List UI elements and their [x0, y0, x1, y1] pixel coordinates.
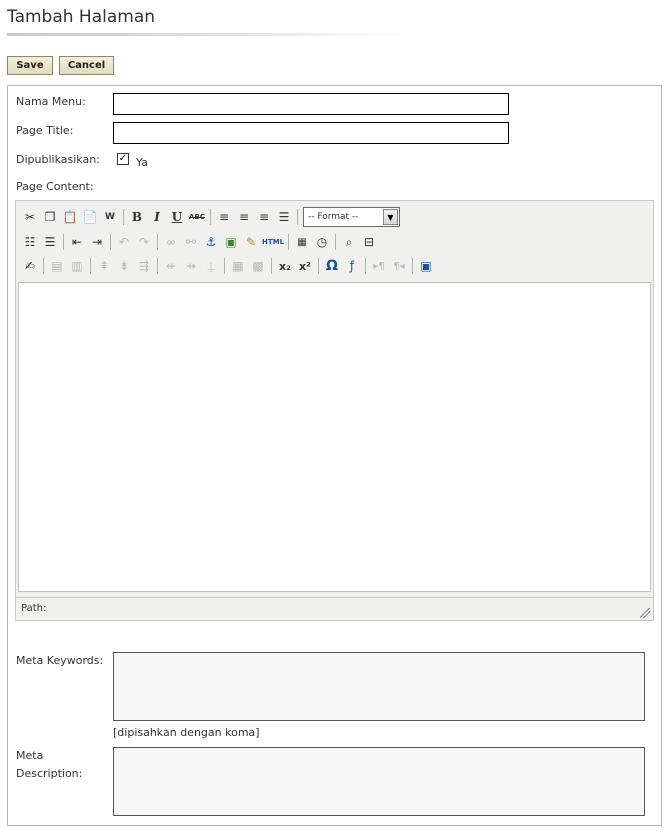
subscript-icon[interactable]: x₂	[279, 259, 291, 273]
anchor-icon[interactable]: ⚓	[205, 235, 217, 249]
delete-col-icon[interactable]: ⍊	[207, 258, 215, 273]
toolbar-row-3	[20, 256, 436, 276]
fullscreen-icon[interactable]: ▣	[420, 259, 432, 273]
format-select[interactable]	[303, 207, 400, 227]
image-icon[interactable]: ▣	[225, 235, 237, 249]
nama-menu-input[interactable]	[113, 93, 509, 115]
toolbar-separator	[210, 209, 211, 225]
undo-icon[interactable]: ↶	[118, 235, 130, 249]
special-char-icon[interactable]: Ω	[326, 258, 338, 274]
row-after-icon[interactable]: ⇟	[118, 259, 130, 273]
table-props-icon[interactable]: ▥	[71, 259, 83, 273]
edit-css-icon[interactable]: ✍	[24, 259, 36, 273]
delete-row-icon[interactable]: ⇶	[138, 259, 150, 273]
html-source-icon[interactable]: HTML	[261, 238, 285, 246]
path-label: Path:	[21, 603, 47, 614]
resize-handle-icon[interactable]	[640, 608, 650, 618]
unlink-icon[interactable]: ⚯	[185, 235, 197, 249]
bold-icon[interactable]: B	[131, 210, 143, 224]
bullet-list-icon[interactable]: ☷	[24, 235, 36, 249]
meta-description-label-line2: Description:	[16, 767, 83, 780]
superscript-icon[interactable]: x²	[299, 259, 311, 273]
align-justify-icon[interactable]: ☰	[278, 210, 290, 224]
toolbar-separator	[224, 258, 225, 274]
redo-icon[interactable]: ↷	[138, 235, 150, 249]
format-select-value: -- Format --	[308, 212, 359, 222]
toolbar-separator	[297, 209, 298, 225]
ltr-icon[interactable]: ▸¶	[373, 260, 385, 272]
underline-icon[interactable]: U	[171, 210, 183, 224]
toolbar-separator	[318, 258, 319, 274]
toolbar-separator	[157, 234, 158, 250]
align-left-icon[interactable]: ≡	[218, 210, 230, 224]
link-icon[interactable]: ∞	[166, 235, 176, 249]
toolbar-separator	[90, 258, 91, 274]
meta-description-label-line1: Meta	[16, 749, 44, 762]
cancel-button[interactable]: Cancel	[59, 56, 114, 75]
paste-icon[interactable]: 📋	[62, 210, 78, 224]
align-right-icon[interactable]: ≡	[258, 210, 270, 224]
toolbar-separator	[63, 234, 64, 250]
strikethrough-icon[interactable]: ABC	[189, 213, 205, 221]
meta-description-textarea[interactable]	[113, 747, 645, 816]
toolbar-separator	[365, 258, 366, 274]
meta-keywords-label: Meta Keywords:	[16, 654, 104, 667]
toolbar-separator	[123, 209, 124, 225]
cleanup-icon[interactable]: ✎	[245, 235, 257, 249]
editor-content-area[interactable]	[18, 282, 651, 592]
indent-icon[interactable]: ⇥	[91, 235, 103, 249]
outdent-icon[interactable]: ⇤	[71, 235, 83, 249]
cut-icon[interactable]: ✂	[24, 210, 36, 224]
page-title: Tambah Halaman	[7, 7, 156, 27]
dipublikasikan-checkbox[interactable]: ✓	[118, 153, 128, 164]
col-before-icon[interactable]: ⇷	[165, 259, 177, 273]
toolbar-separator	[157, 258, 158, 274]
insert-table-icon[interactable]: ▤	[51, 259, 63, 273]
paste-word-icon[interactable]: W	[105, 212, 115, 222]
chevron-down-icon[interactable]: ▼	[383, 209, 398, 225]
preview-icon[interactable]: ⌕	[345, 234, 353, 249]
nama-menu-label: Nama Menu:	[16, 95, 86, 108]
toolbar-row-2	[20, 232, 379, 252]
toolbar-separator	[43, 258, 44, 274]
page-break-icon[interactable]: ⊟	[363, 235, 375, 249]
rich-text-editor	[15, 200, 654, 621]
rtl-icon[interactable]: ¶◂	[393, 260, 405, 272]
page-title-label: Page Title:	[16, 124, 74, 137]
merge-cells-icon[interactable]: ▩	[252, 259, 264, 273]
flash-icon[interactable]: ƒ	[349, 259, 355, 273]
toolbar-separator	[288, 234, 289, 250]
copy-icon[interactable]: ❐	[44, 210, 56, 224]
split-cells-icon[interactable]: ▦	[232, 259, 244, 273]
col-after-icon[interactable]: ⇸	[185, 259, 197, 273]
italic-icon[interactable]: I	[154, 210, 160, 224]
toolbar-separator	[412, 258, 413, 274]
paste-text-icon[interactable]: 📄	[82, 210, 98, 224]
page-title-input[interactable]	[113, 122, 509, 144]
insert-time-icon[interactable]: ◷	[316, 235, 328, 249]
insert-date-icon[interactable]: ▦	[297, 236, 307, 248]
dipublikasikan-label: Dipublikasikan:	[16, 153, 100, 166]
align-center-icon[interactable]: ≡	[238, 210, 250, 224]
numbered-list-icon[interactable]: ☰	[44, 235, 56, 249]
toolbar-separator	[335, 234, 336, 250]
meta-keywords-textarea[interactable]	[113, 652, 645, 721]
row-before-icon[interactable]: ⇞	[98, 259, 110, 273]
toolbar-row-1	[20, 207, 400, 227]
editor-statusbar	[16, 597, 653, 621]
page-content-label: Page Content:	[16, 180, 94, 193]
toolbar-separator	[110, 234, 111, 250]
save-button[interactable]: Save	[7, 56, 53, 75]
meta-keywords-hint: [dipisahkan dengan koma]	[113, 726, 260, 739]
title-underline	[7, 33, 407, 36]
toolbar-separator	[271, 258, 272, 274]
dipublikasikan-option-label: Ya	[136, 156, 148, 169]
